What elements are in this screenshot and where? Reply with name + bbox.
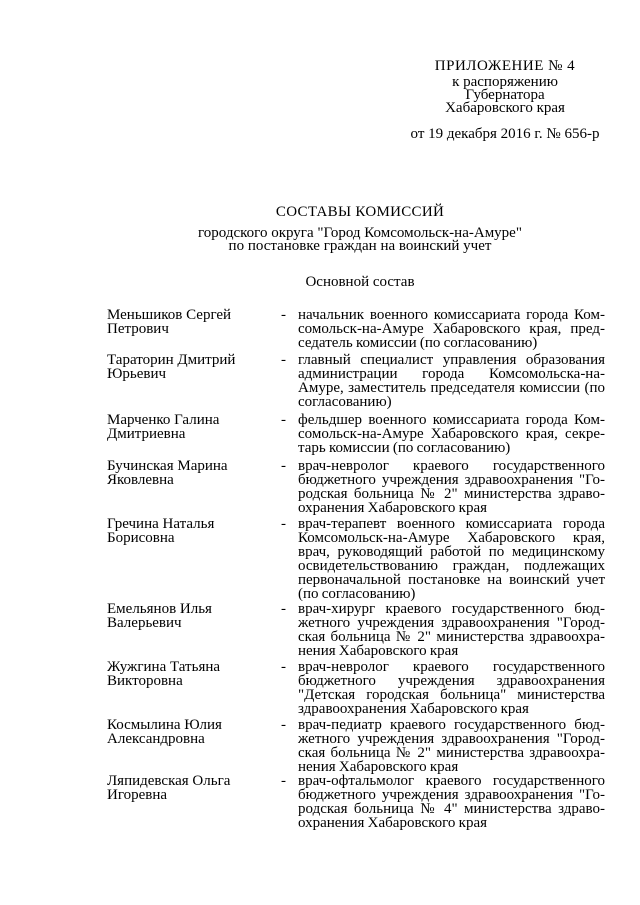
appendix-line-1: к распоряжению	[452, 74, 558, 90]
member-patronymic: Игоревна	[107, 787, 168, 803]
member-patronymic: Валерьевич	[107, 615, 182, 631]
member-surname-name: Меньшиков Сергей	[107, 307, 232, 323]
member-name	[107, 517, 272, 545]
member-name	[107, 718, 272, 746]
separator-dash: -	[281, 773, 286, 789]
separator-dash: -	[281, 659, 286, 675]
member-surname-name: Ляпидевская Ольга	[107, 773, 231, 789]
member-surname-name: Марченко Галина	[107, 412, 220, 428]
member-name	[107, 308, 272, 336]
member-patronymic: Петрович	[107, 321, 169, 337]
member-surname-name: Бучинская Марина	[107, 458, 228, 474]
member-name	[107, 660, 272, 688]
section-heading: Основной состав	[305, 274, 415, 290]
separator-dash: -	[281, 412, 286, 428]
member-surname-name: Жужгина Татьяна	[107, 659, 221, 675]
separator-dash: -	[281, 601, 286, 617]
member-position: врач-педиатр краевого государственного бюджетного учреждения здравоохранения "Городская больница № 2" министерства здравоохранения Хабаровского края	[298, 717, 605, 775]
separator-dash: -	[281, 352, 286, 368]
member-surname-name: Космылина Юлия	[107, 717, 222, 733]
member-name	[107, 353, 272, 381]
member-surname-name: Емельянов Илья	[107, 601, 212, 617]
document-subtitle-1: городского округа "Город Комсомольск-на-Амуре"	[198, 225, 522, 241]
separator-dash: -	[281, 307, 286, 323]
member-patronymic: Юрьевич	[107, 366, 167, 382]
member-position: врач-хирург краевого государственного бюджетного учреждения здравоохранения "Городская больница № 2" министерства здравоохранения Хабаровского края	[298, 601, 605, 659]
appendix-header	[400, 58, 610, 142]
member-name	[107, 413, 272, 441]
appendix-line-3: Хабаровского края	[445, 100, 565, 116]
member-name	[107, 602, 272, 630]
appendix-title: ПРИЛОЖЕНИЕ № 4	[434, 58, 576, 74]
member-patronymic: Дмитриевна	[107, 426, 186, 442]
member-position: врач-невролог краевого государственного бюджетного учреждения здравоохранения "Городская больница № 2" министерства здравоохранения Хабаровского края	[298, 458, 605, 516]
member-name	[107, 459, 272, 487]
document-subtitle-2: по постановке граждан на воинский учет	[228, 238, 492, 254]
member-position: врач-терапевт военного комиссариата города Комсомольск-на-Амуре Хабаровского края, врач, руководящий работой по медицинскому освидетельствованию граждан, подлежащих первоначальной постановке на воинский учет (по согласованию)	[298, 516, 605, 602]
separator-dash: -	[281, 717, 286, 733]
member-position: врач-невролог краевого государственного бюджетного учреждения здравоохранения "Детская городская больница" министерства здравоохранения Хабаровского края	[298, 659, 605, 717]
member-surname-name: Гречина Наталья	[107, 516, 215, 532]
member-position: начальник военного комиссариата города Комсомольск-на-Амуре Хабаровского края, председатель комиссии (по согласованию)	[298, 307, 605, 351]
member-patronymic: Александровна	[107, 731, 205, 747]
member-position: врач-офтальмолог краевого государственного бюджетного учреждения здравоохранения "Городская больница № 4" министерства здравоохранения Хабаровского края	[298, 773, 605, 831]
member-surname-name: Тараторин Дмитрий	[107, 352, 236, 368]
member-patronymic: Борисовна	[107, 530, 175, 546]
document-title: СОСТАВЫ КОМИССИЙ	[275, 204, 445, 220]
member-name	[107, 774, 272, 802]
member-patronymic: Яковлевна	[107, 472, 174, 488]
member-patronymic: Викторовна	[107, 673, 183, 689]
separator-dash: -	[281, 458, 286, 474]
appendix-line-2: Губернатора	[465, 87, 545, 103]
separator-dash: -	[281, 516, 286, 532]
appendix-date: от 19 декабря 2016 г. № 656-р	[410, 126, 600, 142]
member-position: фельдшер военного комиссариата города Комсомольск-на-Амуре Хабаровского края, секретарь комиссии (по согласованию)	[298, 412, 605, 456]
member-position: главный специалист управления образования администрации города Комсомольска-на-Амуре, заместитель председателя комиссии (по согласованию)	[298, 352, 605, 410]
